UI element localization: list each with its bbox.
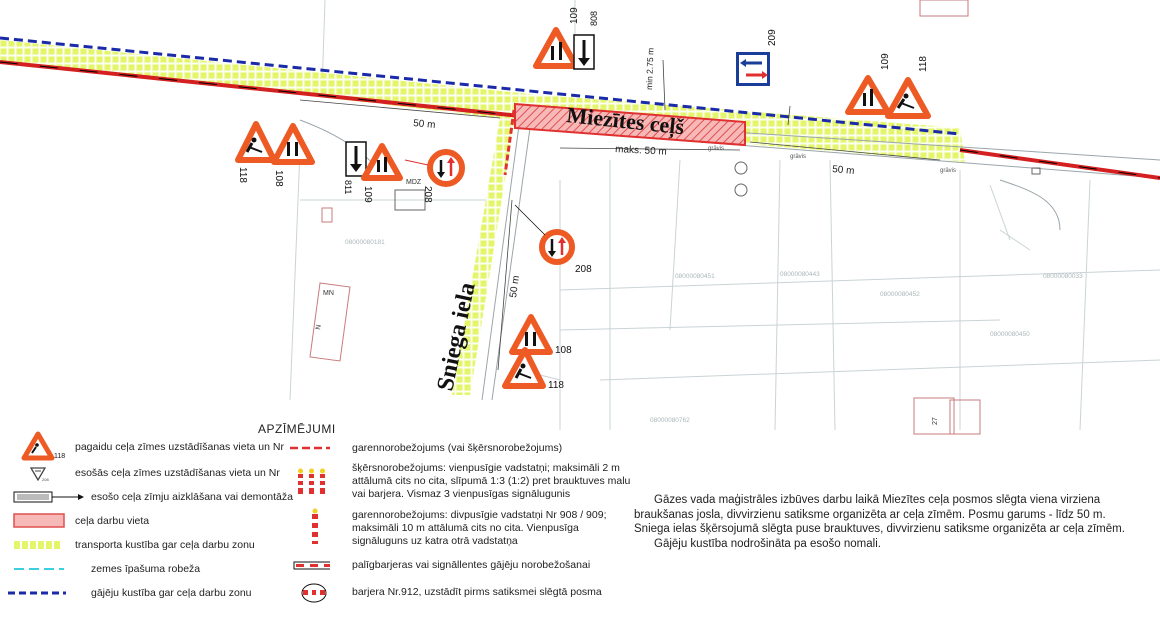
legend-item-existing-sign: esošās ceļa zīmes uzstādīšanas vieta un Nr — [75, 467, 280, 479]
label-gravis-1: grāvis — [708, 146, 725, 152]
sign-118-roadworks-right — [888, 80, 928, 116]
legend-item-post: garennorobežojums: divpusīgie vadstatņi Nr 908 / 909; maksimāli 10 m attālumā cits no cita. Vienpusīga signāluguns uz katra otrā vadstatņa — [352, 509, 607, 547]
parcel-id: 08000080762 — [650, 417, 690, 424]
label-gravis-3: grāvis — [940, 168, 957, 174]
description-paragraph: Gājēju kustība nodrošināta pa esošo nomali. — [654, 537, 881, 550]
sign-pointer — [515, 205, 545, 235]
legend-item-aux-barrier: palīgbarjeras vai signāllentes gājēju norobežošanai — [352, 559, 591, 571]
sign-number: 208 — [575, 264, 592, 275]
legend-item-work-zone: ceļa darbu vieta — [75, 515, 150, 527]
parcel-lines — [290, 0, 1160, 430]
parcel-id: 08000080452 — [880, 291, 920, 298]
sign-number: 208 — [422, 186, 433, 203]
legend-item-pedestrian: gājēju kustība gar ceļa darbu zonu — [91, 587, 252, 599]
sign-pointer — [405, 160, 428, 165]
legend-title: APZĪMĒJUMI — [258, 422, 336, 436]
legend-sign-number: 118 — [54, 453, 66, 460]
sign-208-give-way-side — [542, 232, 572, 262]
dim-max50: maks. 50 m — [614, 144, 668, 158]
legend-item-longitudinal: garennorobežojums (vai šķērsnorobežojums) — [352, 442, 563, 454]
legend — [0, 418, 640, 617]
street-label-side: Sniega iela — [432, 280, 481, 394]
legend-work-zone-icon — [14, 514, 64, 527]
sign-number: 118 — [918, 56, 929, 72]
sign-number: 808 — [589, 10, 599, 26]
sign-209-priority-info — [736, 52, 770, 86]
legend-item-parcel-boundary: zemes īpašuma robeža — [91, 563, 201, 575]
sign-number: 109 — [880, 53, 891, 70]
traffic-zone-main — [0, 40, 965, 162]
legend-item-cross-barrier: šķērsnorobežojums: vienpusīgie vadstatņi; maksimāli 2 m attālumā cits no cita, slīpumā 1:3 (1:2) pret brauktuves malu vai barjera. Vismaz 3 vienpusīgas signālugunis — [352, 462, 631, 500]
dim-50m-3: 50 m — [508, 274, 523, 299]
legend-covering-icon — [14, 492, 84, 502]
building-number: 27 — [932, 417, 939, 425]
sign-109-road-narrows — [536, 30, 576, 66]
sign-208-give-way-oncoming — [430, 152, 462, 184]
sign-number: 118 — [548, 380, 564, 391]
sign-808-priority — [574, 35, 594, 69]
sign-number: 108 — [273, 170, 284, 187]
legend-small-sign-number: 208 — [42, 477, 49, 482]
sign-number: 209 — [767, 29, 778, 46]
description-paragraph: Gāzes vada maģistrāles izbūves darbu laikā Miezītes ceļa posmos slēgta viena virziena braukšanas josla, divvirzienu satiksme organizēta ar ceļa zīmēm. Posmu garums - līdz 50 m. Sniega ielas šķērsojumā slēgta puse brauktuves, divvirzienu satiksme organizēta ar ceļa zīmēm. — [634, 494, 1125, 535]
dim-50m-1: 50 m — [412, 118, 436, 131]
parcel-id: 08000080450 — [990, 331, 1030, 338]
scheme-description — [634, 493, 1144, 551]
legend-post-icon — [312, 509, 318, 545]
legend-cross-barrier-icon — [298, 469, 325, 495]
sign-109-narrows-center — [364, 146, 400, 178]
sign-811-priority — [346, 142, 366, 176]
legend-item-traffic-zone: transporta kustība gar ceļa darbu zonu — [75, 539, 255, 551]
parcel-id: 08000080033 — [1043, 273, 1083, 280]
legend-item-temp-sign: pagaidu ceļa zīmes uzstādīšanas vieta un Nr — [75, 441, 284, 453]
sign-number: 109 — [569, 7, 580, 24]
sign-108-narrows-bottom — [512, 317, 550, 352]
label-mdz: MDZ — [406, 179, 422, 186]
sign-number: 108 — [555, 345, 572, 356]
legend-aux-barrier-icon — [294, 562, 330, 569]
label-mn: MN — [323, 290, 334, 297]
sign-108-road-narrows-left — [274, 126, 312, 162]
dim-min275: min 2.75 m — [644, 47, 656, 91]
pedestrian-route-line — [0, 38, 960, 134]
legend-item-covering: esošo ceļa zīmju aizklāšana vai demontāža — [91, 491, 293, 503]
parcel-id: 08000080181 — [345, 239, 385, 246]
street-label-main: Miezītes ceļš — [565, 102, 686, 140]
dim-50m-2: 50 m — [831, 164, 855, 177]
sign-number: 811 — [343, 180, 353, 195]
sign-number: 109 — [362, 186, 373, 203]
label-n: N — [315, 324, 323, 331]
label-gravis-2: grāvis — [790, 154, 807, 160]
sign-109-road-narrows-right — [848, 78, 888, 112]
parcel-id: 08000080443 — [780, 271, 820, 278]
sign-118-roadworks-left — [238, 124, 274, 160]
sign-118-roadworks-bottom — [505, 350, 543, 386]
sign-number: 118 — [237, 167, 248, 183]
legend-temp-sign-icon — [24, 434, 52, 458]
legend-item-barrier-912: barjera Nr.912, uzstādīt pirms satiksmei slēgtā posma — [352, 586, 602, 598]
parcel-id: 08000080451 — [675, 273, 715, 280]
legend-barrier-912-icon — [302, 584, 326, 602]
